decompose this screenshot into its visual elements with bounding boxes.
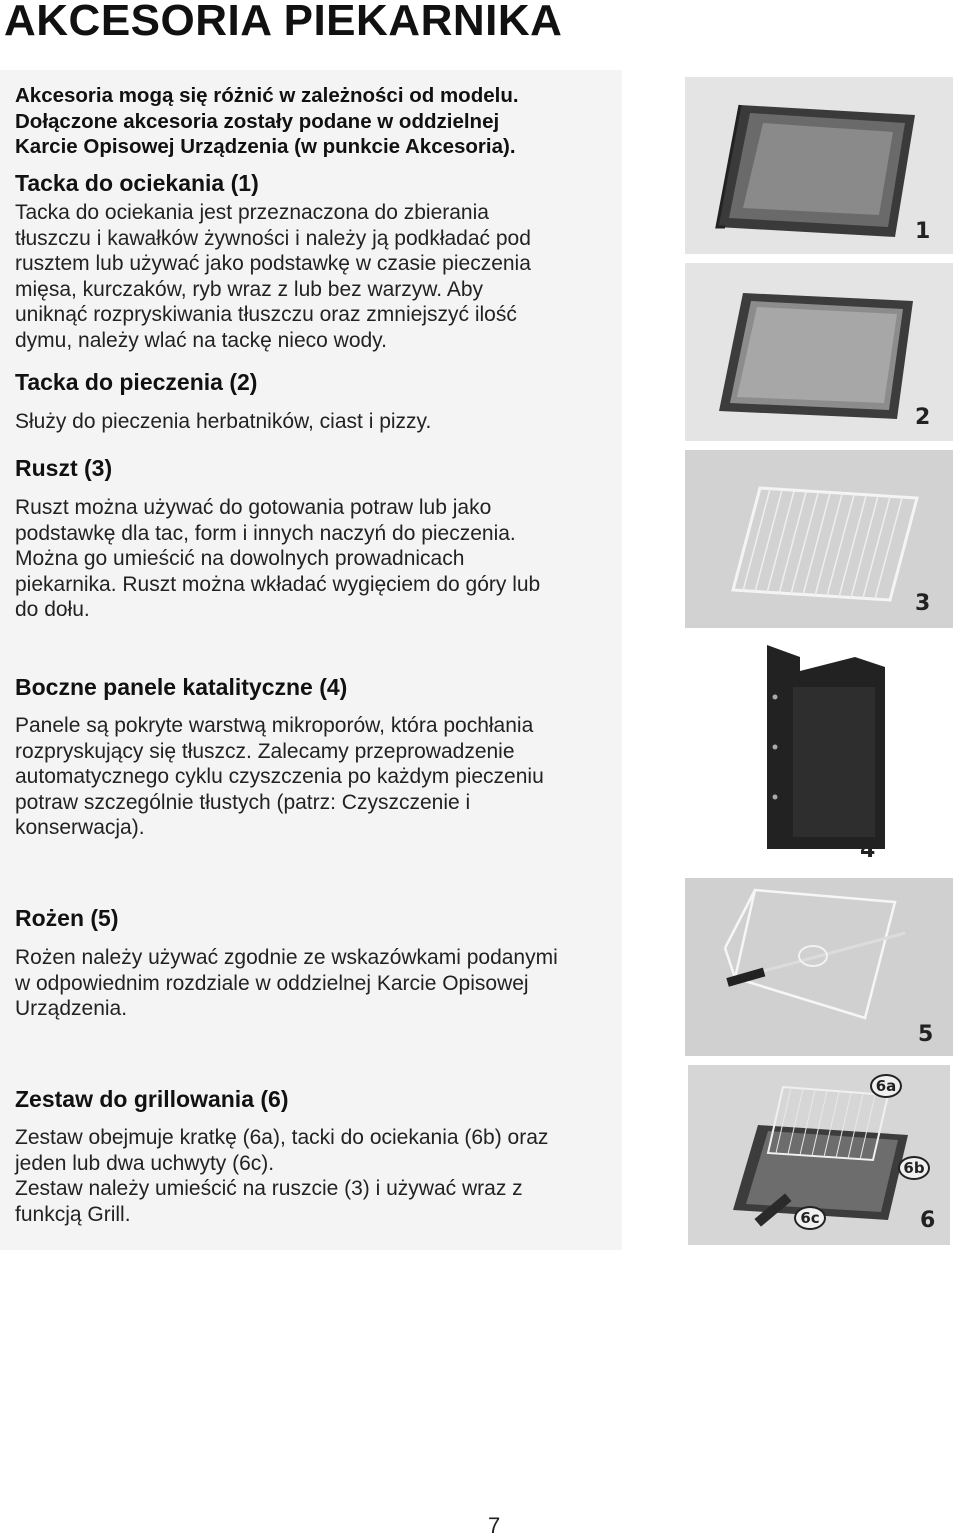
section-text-catalytic-panels: Panele są pokryte warstwą mikroporów, która pochłania rozpryskujący się tłuszcz. Zalecamy przeprowadzenie automatycznego cyklu czyszczenia po każdym pieczeniu potraw szczególnie tłustych (patrz: Czyszczenie i konserwacja).: [15, 714, 544, 839]
page-title: AKCESORIA PIEKARNIKA: [4, 0, 563, 45]
figure-label-6a: 6a: [870, 1074, 902, 1098]
section-heading-baking-tray: Tacka do pieczenia (2): [15, 369, 258, 395]
baking-tray-photo: [685, 263, 953, 441]
figure-label-6b: 6b: [898, 1156, 930, 1180]
section-heading-grid: Ruszt (3): [15, 455, 113, 481]
section-text-grill-kit: Zestaw obejmuje kratkę (6a), tacki do ociekania (6b) oraz jeden lub dwa uchwyty (6c). Zestaw należy umieścić na ruszcie (3) i używać wraz z funkcją Grill.: [15, 1126, 549, 1226]
figure-label-6: 6: [920, 1208, 936, 1233]
figure-label-1: 1: [915, 219, 931, 244]
section-text-baking-tray: Służy do pieczenia herbatników, ciast i pizzy.: [15, 410, 432, 433]
figure-label-2: 2: [915, 405, 931, 430]
drip-tray-photo: [685, 77, 953, 254]
section-heading-drip-tray: Tacka do ociekania (1): [15, 170, 259, 196]
catalytic-panel-photo: [745, 637, 905, 859]
figure-label-5: 5: [918, 1022, 934, 1047]
page-number: 7: [488, 1513, 501, 1538]
section-heading-catalytic-panels: Boczne panele katalityczne (4): [15, 674, 348, 700]
section-heading-rotisserie: Rożen (5): [15, 905, 119, 931]
figure-label-3: 3: [915, 591, 931, 616]
section-text-rotisserie: Rożen należy używać zgodnie ze wskazówkami podanymi w odpowiednim rozdziale w oddzielnej Karcie Opisowej Urządzenia.: [15, 946, 558, 1020]
intro-note: Akcesoria mogą się różnić w zależności od modelu. Dołączone akcesoria zostały podane w oddzielnej Karcie Opisowej Urządzenia (w punkcie Akcesoria).: [15, 84, 519, 158]
wire-grid-photo: [685, 450, 953, 628]
section-text-drip-tray: Tacka do ociekania jest przeznaczona do zbierania tłuszczu i kawałków żywności i należy ją podkładać pod rusztem lub używać jako podstawkę w czasie pieczenia mięsa, kurczaków, ryb wraz z lub bez warzyw. Aby uniknąć rozpryskiwania tłuszczu oraz zmniejszyć ilość dymu, należy wlać na tackę nieco wody.: [15, 201, 531, 352]
section-heading-grill-kit: Zestaw do grillowania (6): [15, 1086, 289, 1112]
rotisserie-photo: [685, 878, 953, 1056]
figure-label-6c: 6c: [794, 1206, 826, 1230]
section-text-grid: Ruszt można używać do gotowania potraw lub jako podstawkę dla tac, form i innych naczyń do pieczenia. Można go umieścić na dowolnych prowadnicach piekarnika. Ruszt można wkładać wygięciem do góry lub do dołu.: [15, 496, 541, 621]
figure-label-4: 4: [860, 838, 876, 863]
